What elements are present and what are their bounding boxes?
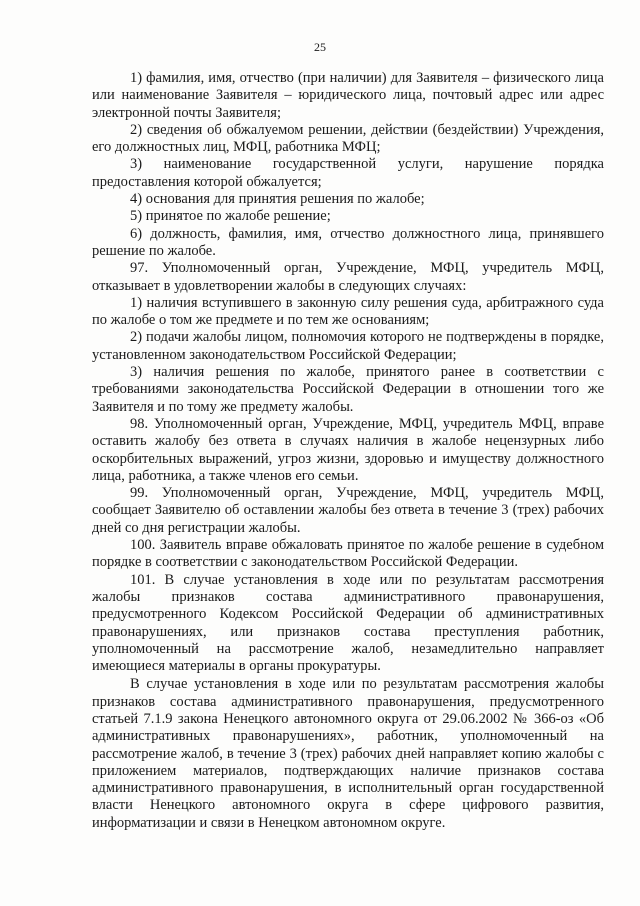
- list-item-prior-decision: 3) наличия решения по жалобе, принятого ранее в соответствии с требованиями законодательства Российской Федерации в отношении того же Заявителя и по тому же предмету жалобы.: [92, 364, 604, 415]
- paragraph-98: 98. Уполномоченный орган, Учреждение, МФЦ, учредитель МФЦ, вправе оставить жалобу без ответа в случаях наличия в жалобе нецензурных либо оскорбительных выражений, угроз жизни, здоровью и имуществу должностного лица, работника, а также членов его семьи.: [92, 415, 604, 484]
- paragraph-97: 97. Уполномоченный орган, Учреждение, МФЦ, учредитель МФЦ, отказывает в удовлетворении жалобы в следующих случаях:: [92, 260, 604, 294]
- list-item-service-name: 3) наименование государственной услуги, нарушение порядка предоставления которой обжалуется;: [92, 156, 604, 190]
- paragraph-99: 99. Уполномоченный орган, Учреждение, МФЦ, учредитель МФЦ, сообщает Заявителю об оставлении жалобы без ответа в течение 3 (трех) рабочих дней со дня регистрации жалобы.: [92, 485, 604, 536]
- list-item-appealed-decision: 2) сведения об обжалуемом решении, действии (бездействии) Учреждения, его должностных лиц, МФЦ, работника МФЦ;: [92, 121, 604, 156]
- paragraph-101: 101. В случае установления в ходе или по результатам рассмотрения жалобы признаков состава административного правонарушения, предусмотренного Кодексом Российской Федерации об административных правонарушениях, или признаков состава преступления работник, уполномоченный на рассмотрение жалоб, незамедлительно направляет имеющиеся материалы в органы прокуратуры.: [92, 571, 604, 675]
- list-item-court-decision: 1) наличия вступившего в законную силу решения суда, арбитражного суда по жалобе о том же предмете и по тем же основаниям;: [92, 294, 604, 329]
- paragraph-101-continued: В случае установления в ходе или по результатам рассмотрения жалобы признаков состава административного правонарушения, предусмотренного статьей 7.1.9 закона Ненецкого автономного округа от 29.06.2002 № 366-оз «Об административных правонарушениях», работник, уполномоченный на рассмотрение жалоб, в течение 3 (трех) рабочих дней направляет копию жалобы с приложением материалов, подтверждающих наличие признаков состава административного правонарушения, в исполнительный орган государственной власти Ненецкого автономного округа в сфере цифрового развития, информатизации и связи в Ненецком автономном округе.: [92, 676, 604, 831]
- list-item-unauthorized: 2) подачи жалобы лицом, полномочия которого не подтверждены в порядке, установленном законодательством Российской Федерации;: [92, 329, 604, 363]
- paragraph-100: 100. Заявитель вправе обжаловать принятое по жалобе решение в судебном порядке в соответствии с законодательством Российской Федерации.: [92, 537, 604, 571]
- list-item-applicant-name: 1) фамилия, имя, отчество (при наличии) для Заявителя – физического лица или наименование Заявителя – юридического лица, почтовый адрес или адрес электронной почты Заявителя;: [92, 70, 604, 121]
- document-body: [92, 70, 604, 832]
- list-item-grounds: 4) основания для принятия решения по жалобе;: [130, 191, 425, 208]
- page-number: 25: [314, 40, 326, 54]
- list-item-official: 6) должность, фамилия, имя, отчество должностного лица, принявшего решение по жалобе.: [92, 225, 604, 259]
- list-item-decision: 5) принятое по жалобе решение;: [130, 208, 331, 225]
